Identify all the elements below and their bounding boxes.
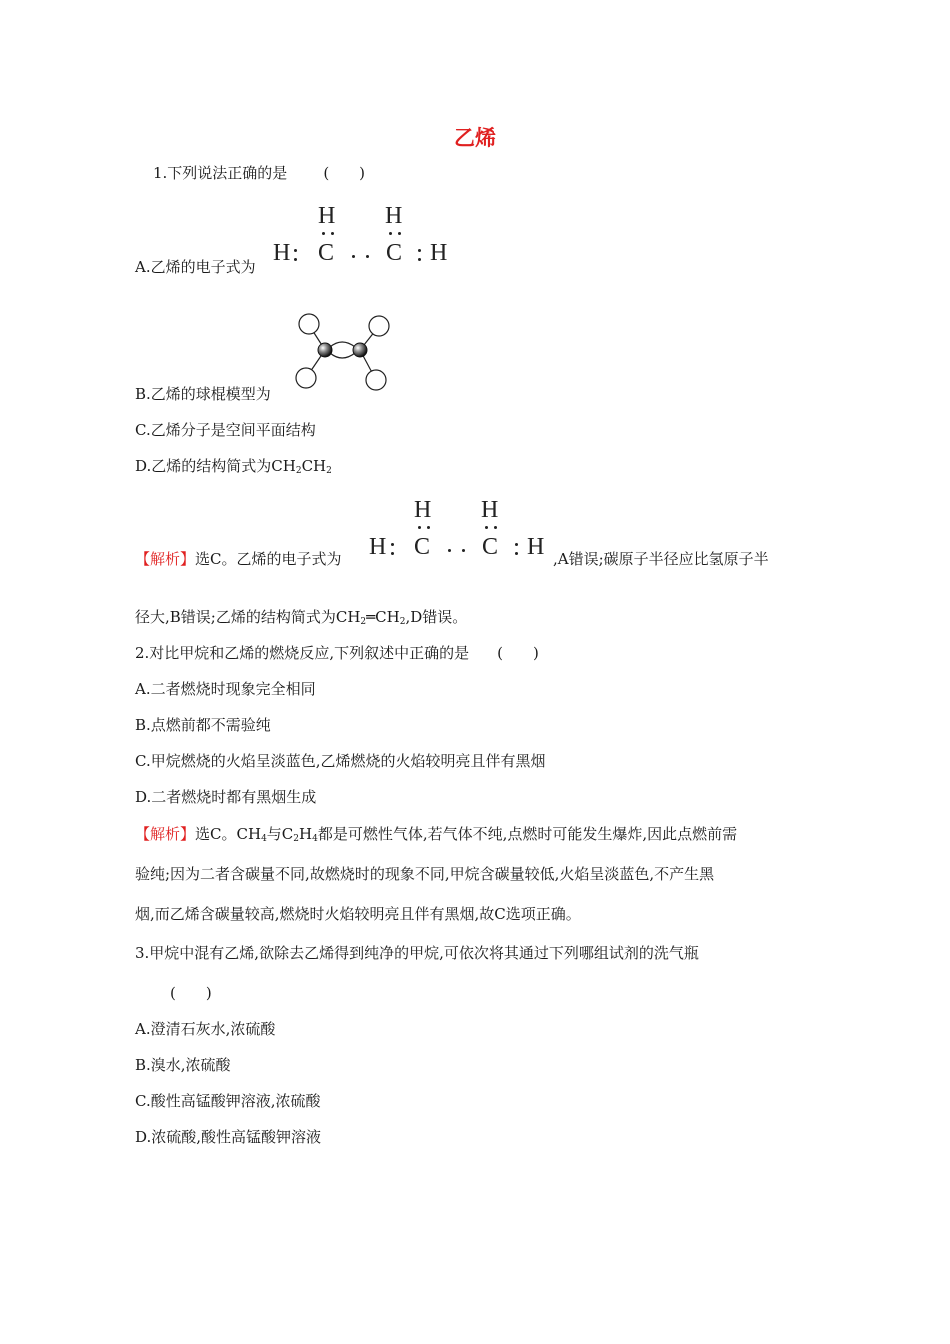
q3-option-d: D.浓硫酸,酸性高锰酸钾溶液 (135, 1128, 322, 1146)
formula2-h-left: H (369, 534, 387, 560)
q1-analysis-line2: 径大,B错误;乙烯的结构简式为$CH_2═CH_2,D$错误。 (135, 608, 468, 627)
formula2-h-right: H (527, 534, 545, 560)
formula2-h-top-right: H (481, 497, 499, 523)
formula-c-right: C (386, 240, 403, 266)
q1-option-c: C.乙烯分子是空间平面结构 (135, 421, 316, 439)
formula-h-top-right: H (385, 203, 403, 229)
q3-option-b: B.溴水,浓硫酸 (135, 1056, 231, 1074)
q2-option-b: B.点燃前都不需验纯 (135, 716, 271, 734)
q2-analysis-line1: 【解析】选C。$CH_4$与$C_2H_4$都是可燃性气体,若气体不纯,点燃时可能发生爆炸,因此点燃前需 (135, 825, 738, 844)
q2-option-d: D.二者燃烧时都有黑烟生成 (135, 788, 317, 806)
analysis-tag: 【解析】 (135, 550, 196, 568)
q2-analysis-line2: 验纯;因为二者含碳量不同,故燃烧时的现象不同,甲烷含碳量较低,火焰呈淡蓝色,不产生黑 (135, 865, 715, 883)
q1-stem (153, 163, 365, 183)
page-title: 乙烯 (454, 125, 496, 150)
q2-option-c: C.甲烷燃烧的火焰呈淡蓝色,乙烯燃烧的火焰较明亮且伴有黑烟 (135, 752, 546, 770)
q1-blank: ( ) (323, 164, 366, 182)
q2-analysis-line3: 烟,而乙烯含碳量较高,燃烧时火焰较明亮且伴有黑烟,故C选项正确。 (135, 905, 581, 923)
q1-option-a: A.乙烯的电子式为 (135, 258, 256, 276)
q1-option-b: B.乙烯的球棍模型为 (135, 385, 271, 403)
formula2-c-right: C (482, 534, 499, 560)
formula-c-left: C (318, 240, 335, 266)
q3-stem: 3.甲烷中混有乙烯,欲除去乙烯得到纯净的甲烷,可依次将其通过下列哪组试剂的洗气瓶 (135, 944, 699, 962)
q2-stem: 2.对比甲烷和乙烯的燃烧反应,下列叙述中正确的是 ( ) (135, 644, 539, 662)
q1-analysis-line1-tail: ,A错误;碳原子半径应比氢原子半 (553, 550, 769, 568)
q2-blank: ( ) (497, 644, 539, 662)
formula-h-top-left: H (318, 203, 336, 229)
q1-analysis-line1: 【解析】选C。乙烯的电子式为 (135, 550, 342, 568)
q3-blank: ( ) (170, 984, 212, 1002)
formula2-c-left: C (414, 534, 431, 560)
q1-option-d: D.乙烯的结构简式为$CH_2CH_2$ (135, 457, 332, 476)
q2-option-a: A.二者燃烧时现象完全相同 (135, 680, 316, 698)
ball-stick-model-image (290, 308, 394, 396)
formula2-h-top-left: H (414, 497, 432, 523)
q3-option-c: C.酸性高锰酸钾溶液,浓硫酸 (135, 1092, 321, 1110)
q3-option-a: A.澄清石灰水,浓硫酸 (135, 1020, 276, 1038)
q1-stem-text: 1.下列说法正确的是 (153, 164, 288, 182)
formula-h-left: H (273, 240, 291, 266)
formula-h-right: H (430, 240, 448, 266)
